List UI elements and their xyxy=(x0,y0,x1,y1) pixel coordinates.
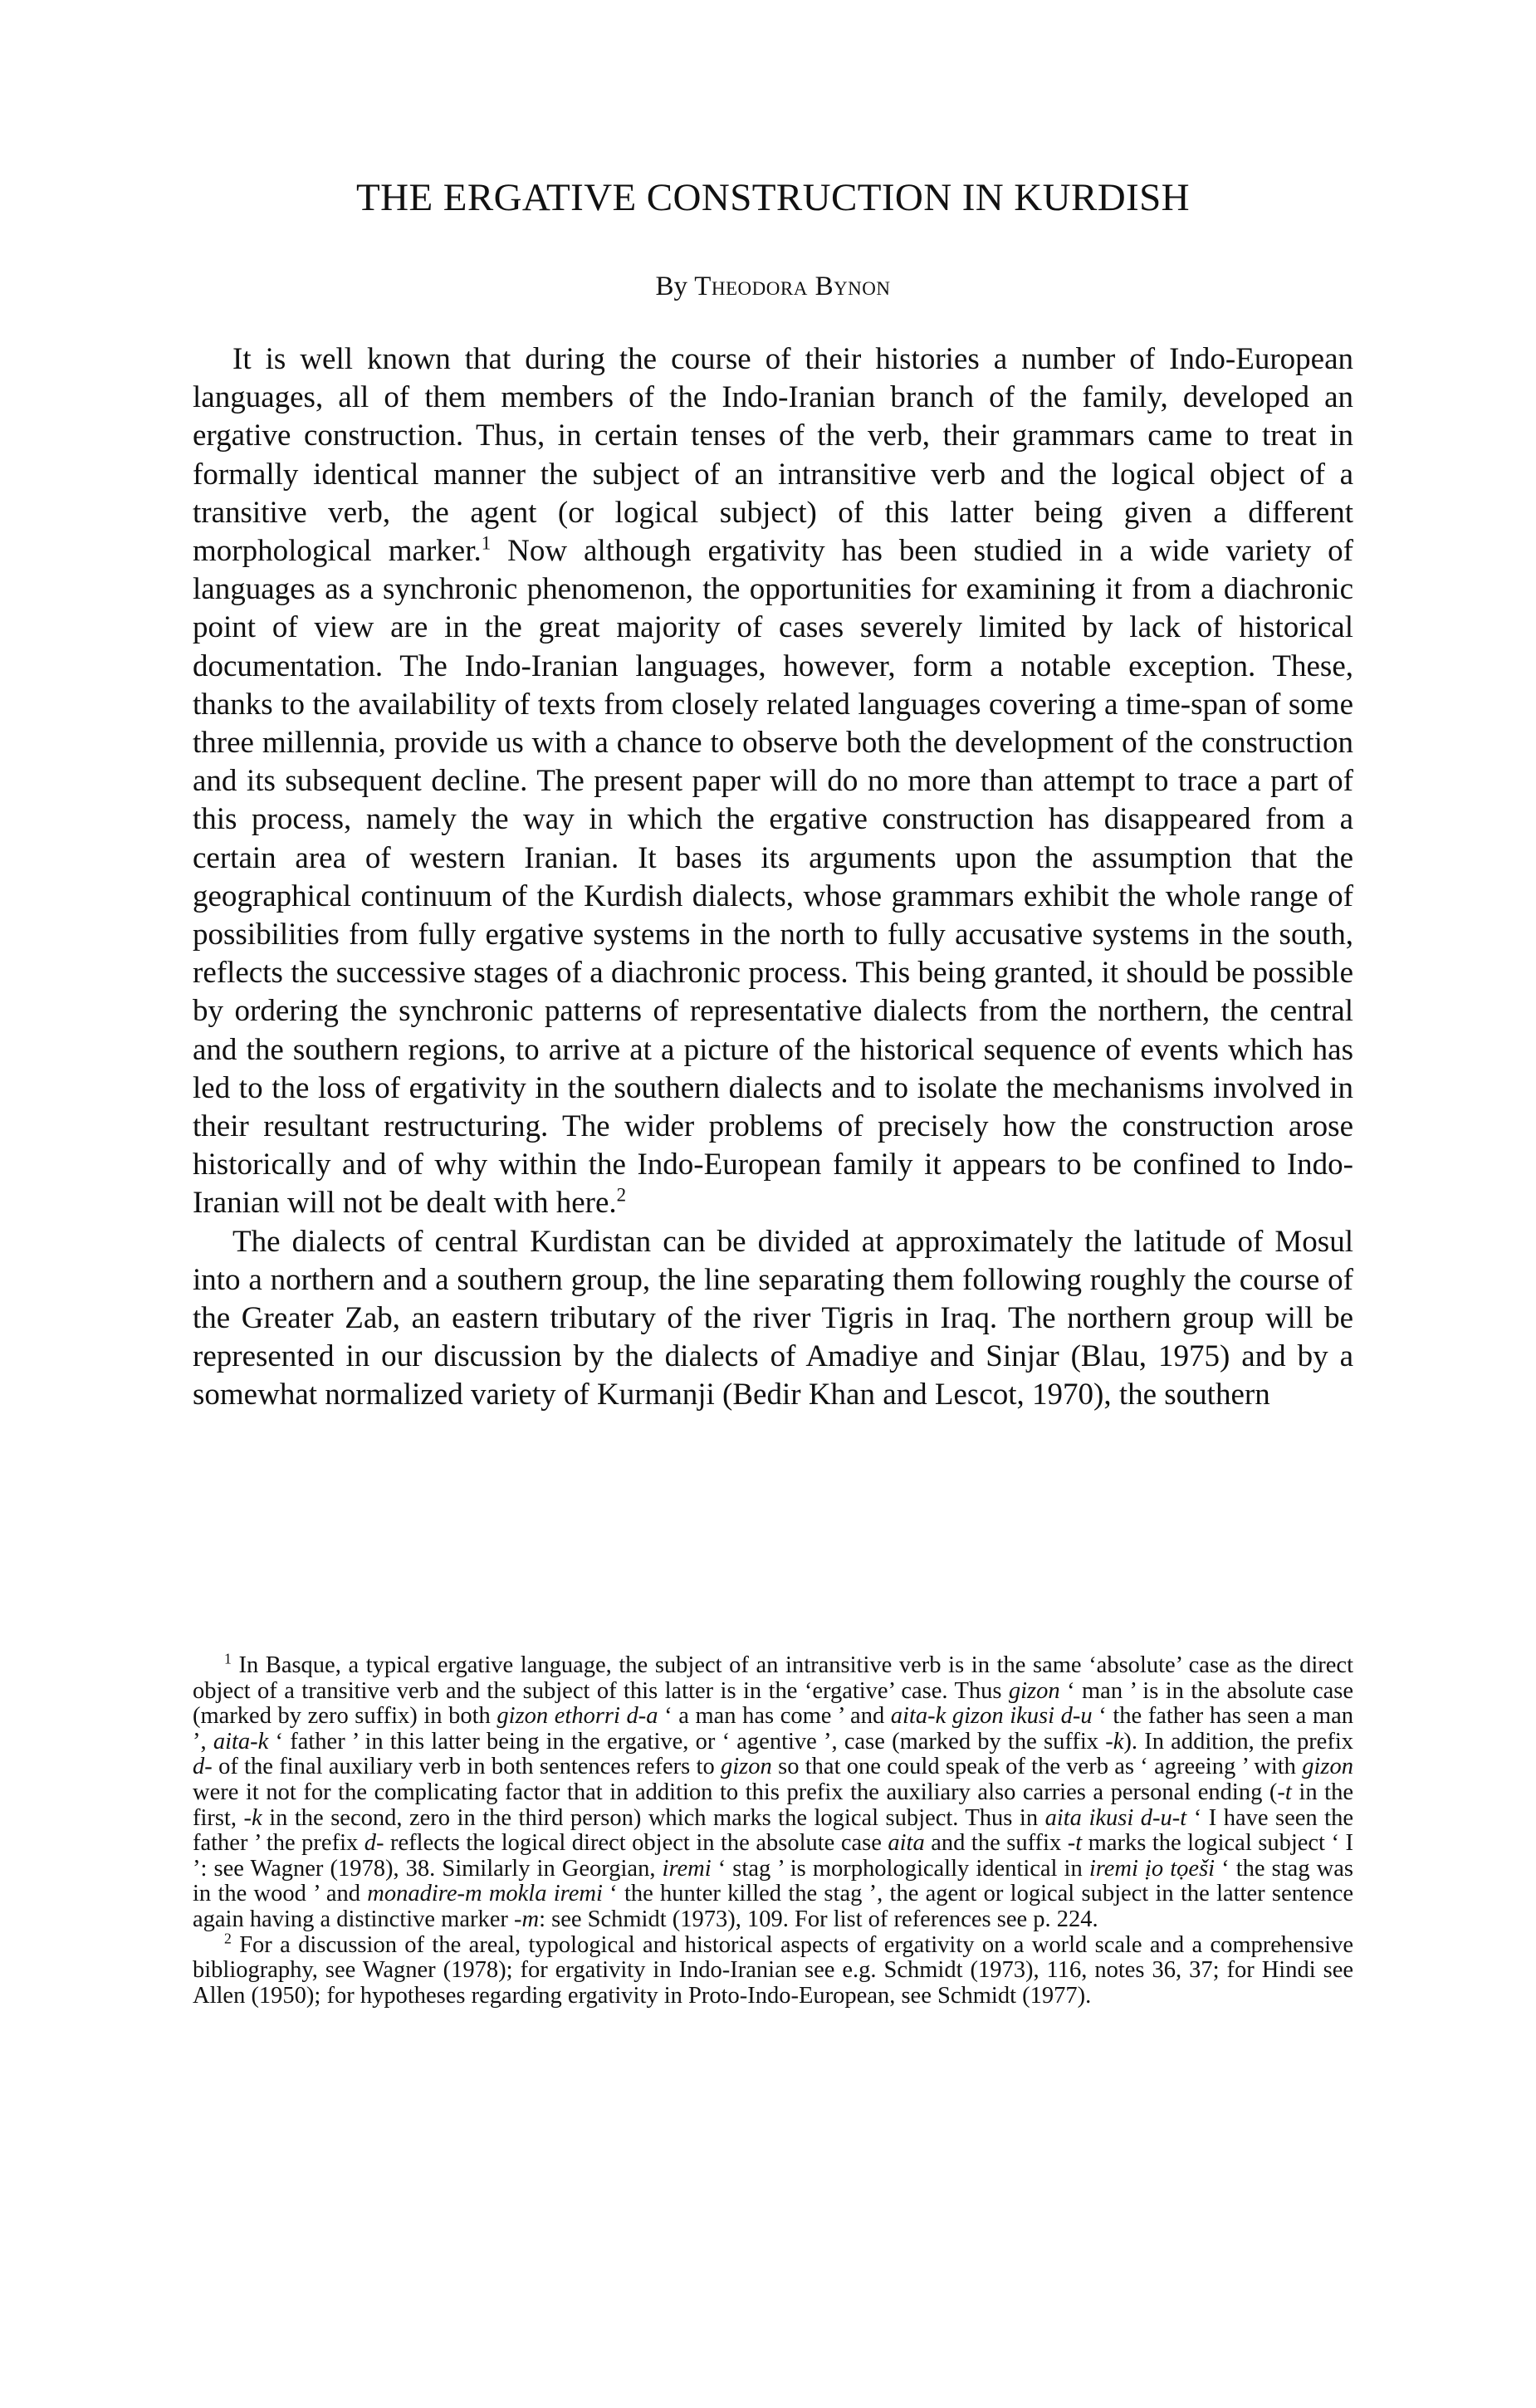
fn1-term: -k xyxy=(1105,1728,1124,1755)
fn1-text: ‘ I have seen the father ’ the prefix xyxy=(193,1804,1353,1857)
article-title: THE ERGATIVE CONSTRUCTION IN KURDISH xyxy=(356,176,1190,219)
fn1-term: gizon xyxy=(1008,1677,1060,1704)
fn1-term: aita xyxy=(888,1830,925,1857)
footnote-2 xyxy=(193,1930,1353,2009)
fn1-text: : see Schmidt (1973), 109. For list of references see p. 224. xyxy=(539,1906,1098,1932)
fn1-text: marks the logical subject ‘ I ’: see Wagner (1978), 38. Similarly in Georgian, xyxy=(193,1830,1353,1882)
author-name: Theodora Bynon xyxy=(694,272,891,301)
fn1-term: -k xyxy=(243,1804,262,1831)
fn1-term: iremi xyxy=(662,1855,712,1882)
fn1-text: ‘ stag ’ is morphologically identical in xyxy=(711,1855,1089,1882)
fn1-term: d- xyxy=(364,1830,384,1857)
fn1-term: -m xyxy=(514,1906,540,1932)
paragraph-2: The dialects of central Kurdistan can be divided at approximately the latitude of Mosul into a northern and a southern group, the line separating them following roughly the course of the Greater Zab, an eastern tributary of the river Tigris in Iraq. The northern group will be represented in our discussion by the dialects of Amadiye and Sinjar (Blau, 1975) and by a somewhat normalized variety of Kurmanji (Bedir Khan and Lescot, 1970), the southern xyxy=(193,1224,1353,1412)
footnote-1 xyxy=(193,1650,1354,1933)
fn1-text: ‘ father ’ in this latter being in the ergative, or ‘ agentive ’, case (marked by the suffix xyxy=(268,1728,1106,1755)
fn1-term: aita ikusi d-u-t xyxy=(1044,1804,1187,1831)
fn1-text: in the first, xyxy=(193,1779,1353,1831)
fn1-term: aita-k xyxy=(213,1728,269,1755)
byline xyxy=(193,271,1353,304)
paragraph-1 xyxy=(193,340,1353,1223)
fn1-text: ‘ the father has seen a man ’, xyxy=(193,1703,1353,1755)
footnote-ref-1: 1 xyxy=(481,532,492,554)
fn1-text: ). In addition, the prefix xyxy=(1123,1728,1353,1755)
fn1-text: of the final auxiliary verb in both sentences refers to xyxy=(212,1754,722,1780)
fn1-text: in the second, zero in the third person) which marks the logical subject. Thus in xyxy=(262,1804,1045,1831)
fn1-text: and the suffix xyxy=(924,1830,1068,1857)
fn1-text: ‘ a man has come ’ and xyxy=(658,1703,891,1730)
fn1-term: iremi ịo tọeši xyxy=(1088,1855,1216,1882)
footnote-ref-2: 2 xyxy=(616,1185,627,1206)
fn1-text: ‘ the hunter killed the stag ’, the agent or logical subject in the latter sentence again having a distinctive marker xyxy=(193,1881,1354,1932)
footnotes xyxy=(193,1650,1354,2009)
paragraph-1-text-a: It is well known that during the course of their histories a number of Indo-European languages, all of them members of the Indo-Iranian branch of the family, developed an ergative construction. Thus, in certain tenses of the verb, their grammars came to treat in formally identical manner the subject of an intransitive verb and the logical object of a transitive verb, the agent (or logical subject) of this latter being given a different morphological marker. xyxy=(193,342,1353,569)
fn1-text: In Basque, a typical ergative language, the subject of an intransitive verb is in the same ‘absolute’ case as the direct object of a transitive verb and the subject of this latter is in the ‘ergative’ case. Thus xyxy=(193,1652,1353,1704)
fn1-text: reflects the logical direct object in the absolute case xyxy=(384,1830,888,1857)
footnote-2-number: 2 xyxy=(224,1930,232,1947)
fn1-term: d- xyxy=(193,1754,213,1780)
fn1-term: gizon xyxy=(1302,1754,1353,1780)
main-text xyxy=(193,340,1353,1415)
fn1-text: were it not for the complicating factor that in addition to this prefix the auxiliary also carries a personal ending ( xyxy=(193,1779,1278,1805)
fn1-term: -t xyxy=(1277,1779,1292,1805)
fn1-term: gizon ethorri d-a xyxy=(497,1703,658,1730)
fn1-term: monadire-m mokla iremi xyxy=(367,1881,603,1907)
fn1-text: ‘ man ’ is in the absolute case (marked by zero suffix) in both xyxy=(193,1677,1354,1730)
page xyxy=(193,0,1353,2408)
byline-prefix: By xyxy=(655,272,695,301)
fn1-text: so that one could speak of the verb as ‘ agreeing ’ with xyxy=(771,1754,1303,1780)
fn1-term: -t xyxy=(1067,1830,1083,1857)
fn1-term: gizon xyxy=(721,1754,772,1780)
fn2-text: For a discussion of the areal, typological and historical aspects of ergativity on a world scale and a comprehensive bibliography, see Wagner (1978); for ergativity in Indo-Iranian see e.g. Schmidt (1973), 116, notes 36, 37; for Hindi see Allen (1950); for hypotheses regarding ergativity in Proto-Indo-European, see Schmidt (1977). xyxy=(193,1931,1353,2009)
footnote-1-number: 1 xyxy=(224,1650,232,1667)
fn1-term: aita-k gizon ikusi d-u xyxy=(890,1703,1093,1730)
fn1-text: ‘ the stag was in the wood ’ and xyxy=(193,1855,1353,1907)
paragraph-1-text-b: Now although ergativity has been studied in a wide variety of languages as a synchronic phenomenon, the opportunities for examining it from a diachronic point of view are in the great majority of cases severely limited by lack of historical documentation. The Indo-Iranian languages, however, form a notable exception. These, thanks to the availability of texts from closely related languages covering a time-span of some three millennia, provide us with a chance to observe both the development of the construction and its subsequent decline. The present paper will do no more than attempt to trace a part of this process, namely the way in which the ergative construction has disappeared from a certain area of western Iranian. It bases its arguments upon the assumption that the geographical continuum of the Kurdish dialects, whose grammars exhibit the whole range of possibilities from fully ergative systems in the north to fully accusative systems in the south, reflects the successive stages of a diachronic process. This being granted, it should be possible by ordering the synchronic patterns of representative dialects from the northern, the central and the southern regions, to arrive at a picture of the historical sequence of events which has led to the loss of ergativity in the southern dialects and to isolate the mechanisms involved in their resultant restructuring. The wider problems of precisely how the construction arose historically and of why within the Indo-European family it appears to be confined to Indo-Iranian will not be dealt with here. xyxy=(193,534,1354,1221)
